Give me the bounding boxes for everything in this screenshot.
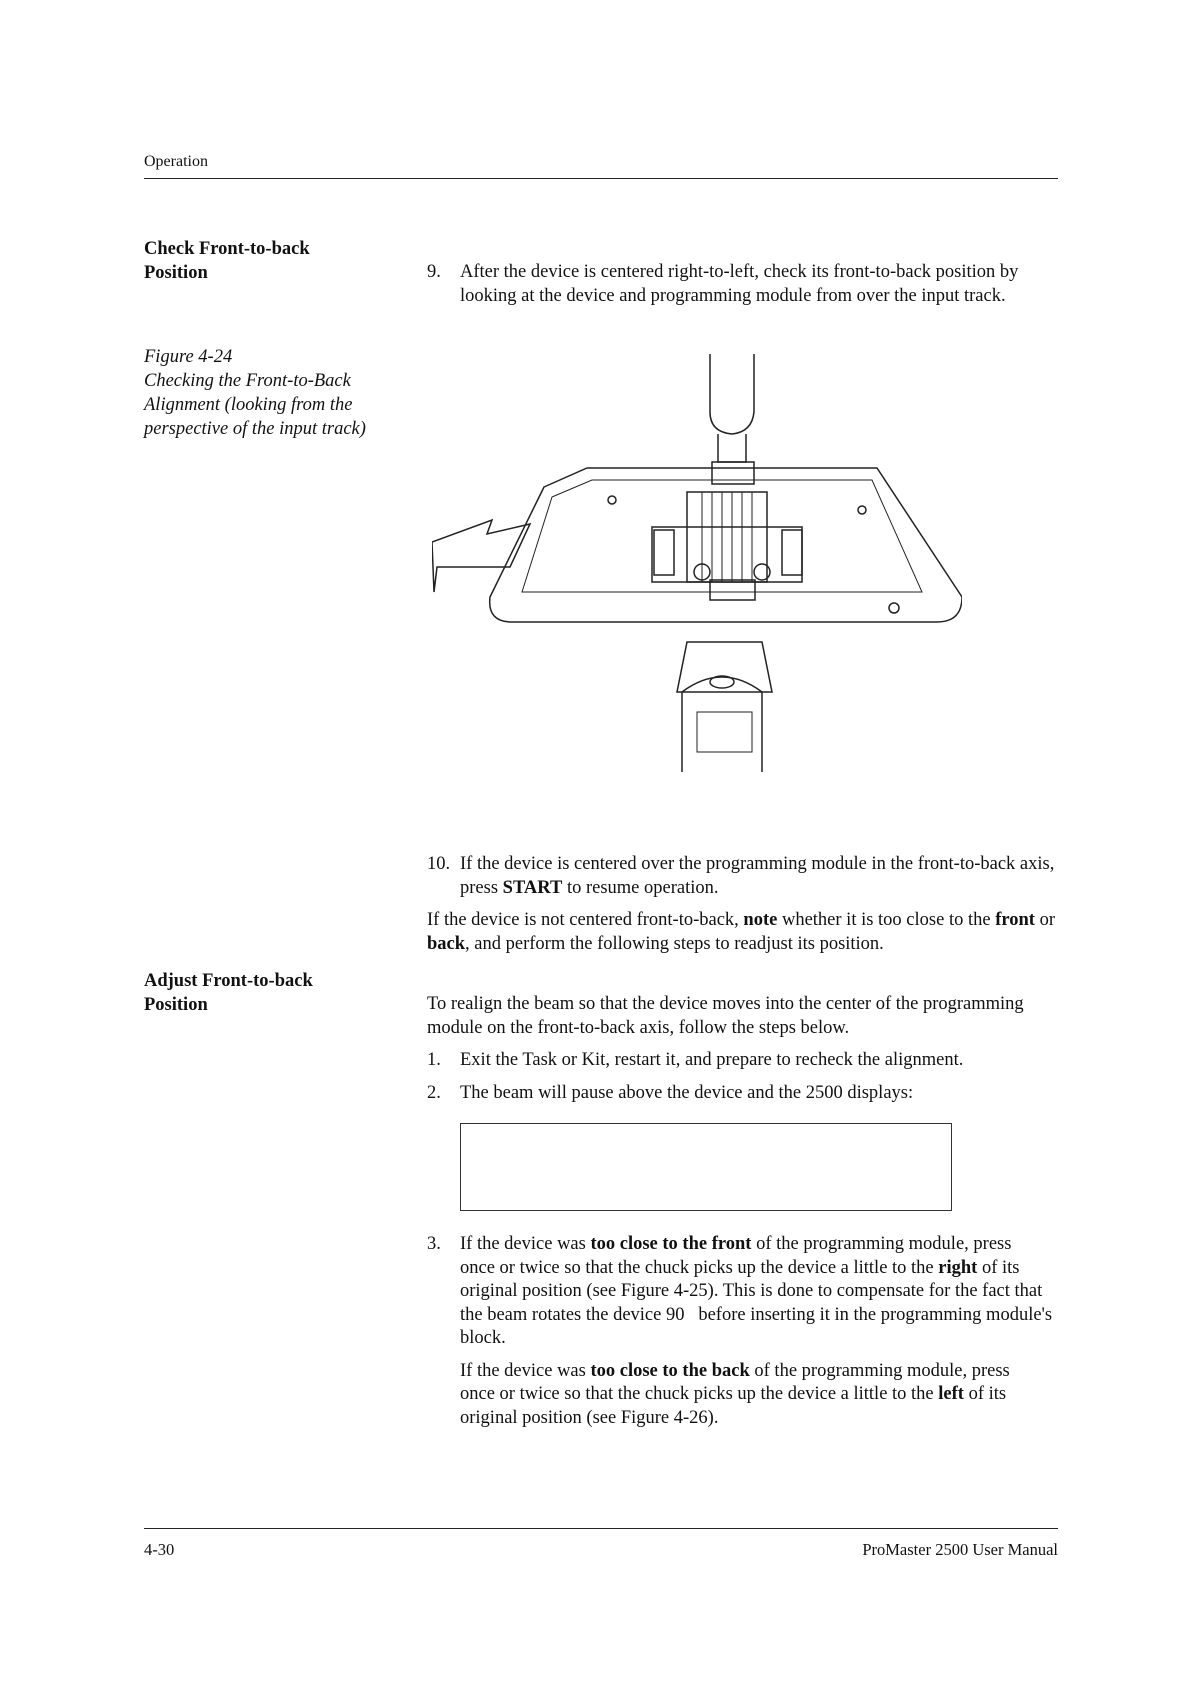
step-number: 1. — [427, 1050, 441, 1070]
step-3-block — [427, 1233, 1062, 1439]
heading-line: Position — [144, 995, 208, 1015]
adjust-steps — [427, 993, 1062, 1114]
step-9 — [427, 261, 1062, 317]
start-key-label: START — [502, 877, 563, 898]
step-text: Exit the Task or Kit, restart it, and prepare to recheck the alignment. — [460, 1050, 964, 1070]
heading-check-front-to-back — [144, 237, 404, 285]
caption-line: perspective of the input track) — [144, 419, 366, 439]
step-10-block — [427, 853, 1062, 965]
arrow-icon — [432, 520, 530, 592]
page-number: 4-30 — [144, 1540, 175, 1559]
heading-line: Adjust Front-to-back — [144, 971, 313, 991]
step-text: After the device is centered right-to-left, check its front-to-back position by looking at the device and programming module from over the input track. — [460, 262, 1019, 306]
running-header: Operation — [144, 153, 208, 170]
programming-module-plate — [490, 468, 962, 622]
step-number: 10. — [427, 854, 451, 874]
caption-line: Alignment (looking from the — [144, 395, 353, 415]
plunger-tip — [677, 642, 772, 692]
figure-4-24-illustration — [432, 352, 962, 802]
heading-line: Check Front-to-back — [144, 239, 310, 259]
note-paragraph: If the device is not centered front-to-back, note whether it is too close to the front or back, and perform the following steps to readjust its position. — [427, 910, 1055, 954]
heading-line: Position — [144, 263, 208, 283]
display-message-box — [460, 1123, 952, 1211]
figure-label: Figure 4-24 — [144, 347, 233, 367]
step-text: The beam will pause above the device and the 2500 displays: — [460, 1082, 914, 1103]
figure-caption — [144, 345, 404, 441]
step-text: If the device was too close to the front of the programming module, press once or twice so that the chuck picks up the device a little to the right of its original position (see Figure 4-25). This is done to compensate for the fact that the beam rotates the device 90 before inserting it in the programming module's block. — [460, 1234, 1057, 1348]
intro-paragraph: To realign the beam so that the device moves into the center of the programming module on the front-to-back axis, follow the steps below. — [427, 994, 1024, 1038]
step-number: 9. — [427, 262, 441, 282]
beam-head — [710, 354, 754, 434]
heading-adjust-front-to-back — [144, 969, 404, 1017]
manual-title: ProMaster 2500 User Manual — [862, 1540, 1058, 1559]
step-number: 3. — [427, 1234, 441, 1254]
step-text: If the device is centered over the programming module in the front-to-back axis, press — [460, 854, 1055, 898]
footer-rule — [144, 1528, 1058, 1529]
step-text: to resume operation. — [562, 877, 719, 898]
caption-line: Checking the Front-to-Back — [144, 371, 351, 391]
header-rule — [144, 178, 1058, 179]
step-3-alt-paragraph: If the device was too close to the back of the programming module, press once or twice so that the chuck picks up the device a little to the left of its original position (see Figure 4-26). — [460, 1360, 1038, 1428]
step-number: 2. — [427, 1082, 441, 1103]
